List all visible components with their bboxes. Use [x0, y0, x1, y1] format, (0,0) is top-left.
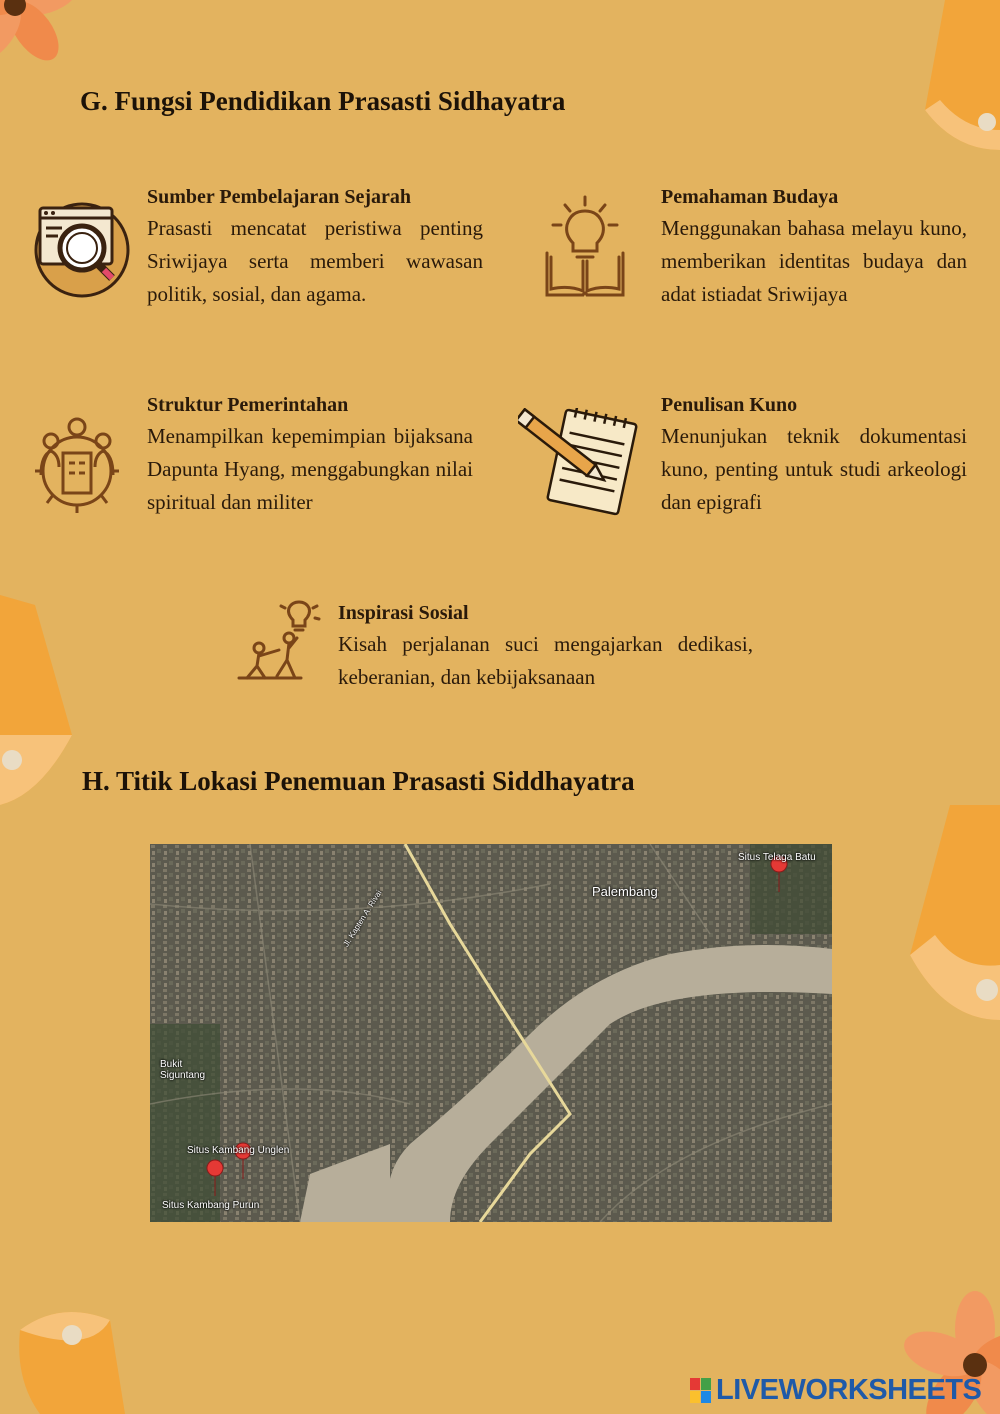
list-item [661, 390, 967, 519]
liveworksheets-logo [690, 1374, 981, 1407]
item-description: Menampilkan kepemimpian bijaksana Dapunta Hyang, menggabungkan nilai spiritual dan militer [147, 424, 473, 514]
map-label-kambang-unglen: Situs Kambang Unglen [187, 1145, 290, 1156]
item-title: Sumber Pembelajaran Sejarah [147, 186, 412, 208]
item-title: Struktur Pemerintahan [147, 394, 349, 416]
section-h-heading: H. Titik Lokasi Penemuan Prasasti Siddhayatra [82, 766, 635, 796]
lantern-left-middle-icon [0, 595, 75, 810]
list-item [147, 390, 473, 519]
item-description: Menggunakan bahasa melayu kuno, memberikan identitas budaya dan adat istiadat Sriwijaya [661, 216, 967, 306]
map-label-telaga-batu: Situs Telaga Batu [738, 852, 816, 863]
people-climbing-idea-icon [237, 600, 322, 682]
section-g-heading: G. Fungsi Pendidikan Prasasti Sidhayatra [80, 86, 566, 116]
list-item [147, 182, 483, 311]
notepad-pencil-icon [518, 408, 643, 518]
item-description: Menunjukan teknik dokumentasi kuno, penting untuk studi arkeologi dan epigrafi [661, 424, 967, 514]
map-label-street: Jl. Kapten A. Rivai [341, 888, 384, 949]
lantern-top-right-icon [915, 0, 1000, 155]
satellite-map [150, 844, 832, 1222]
item-title: Penulisan Kuno [661, 394, 798, 416]
map-label-kambang-purun: Situs Kambang Purun [162, 1200, 260, 1211]
item-title: Pemahaman Budaya [661, 186, 839, 208]
people-gear-icon [33, 415, 121, 515]
flower-top-left-icon [0, 0, 100, 100]
history-browser-magnifier-icon [32, 200, 132, 300]
item-description: Prasasti mencatat peristiwa penting Sriwijaya serta memberi wawasan politik, sosial, dan agama. [147, 216, 483, 306]
item-title: Inspirasi Sosial [338, 602, 469, 624]
lantern-right-middle-icon [905, 805, 1000, 1030]
list-item [338, 598, 753, 694]
item-description: Kisah perjalanan suci mengajarkan dedikasi, keberanian, dan kebijaksanaan [338, 632, 753, 689]
lantern-bottom-left-icon [0, 1300, 130, 1414]
lightbulb-book-icon [543, 195, 628, 300]
map-label-bukit: Bukit Siguntang [160, 1059, 206, 1081]
brand-text: LIVEWORKSHEETS [716, 1374, 982, 1406]
logo-icon [690, 1378, 712, 1404]
map-label-city: Palembang [592, 884, 658, 899]
list-item [661, 182, 967, 311]
